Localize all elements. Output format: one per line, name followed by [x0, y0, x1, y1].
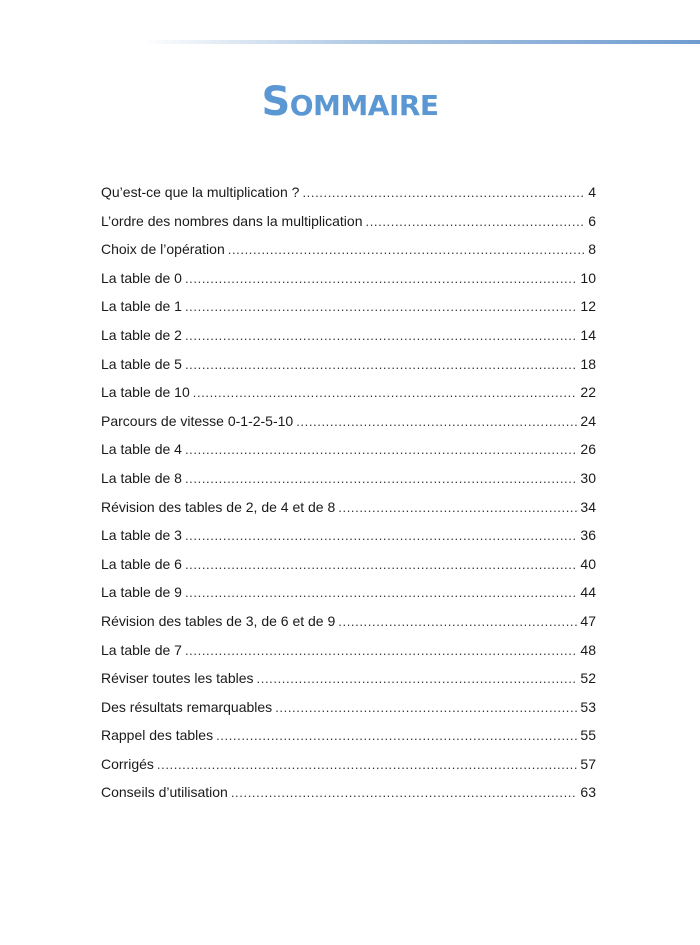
toc-dot-leader: [185, 293, 577, 322]
toc-dot-leader: [275, 694, 577, 723]
toc-entry[interactable]: [101, 378, 596, 407]
toc-entry[interactable]: [101, 550, 596, 579]
toc-entry-page-number: 53: [580, 698, 596, 715]
toc-entry-label: Conseils d’utilisation: [101, 784, 228, 801]
toc-entry-label: La table de 9: [101, 584, 182, 601]
toc-entry-page-number: 18: [580, 355, 596, 372]
toc-entry-label: Qu’est-ce que la multiplication ?: [101, 184, 300, 200]
toc-entry-label: La table de 5: [101, 355, 182, 372]
toc-dot-leader: [365, 208, 585, 237]
toc-entry-label: Révision des tables de 2, de 4 et de 8: [101, 498, 336, 515]
toc-entry[interactable]: [101, 750, 596, 779]
toc-entry-page-number: 26: [580, 441, 596, 458]
header-rule: [140, 40, 700, 44]
toc-entry-page-number: 63: [580, 784, 596, 801]
toc-dot-leader: [338, 494, 577, 523]
toc-entry-page-number: 24: [580, 412, 596, 429]
toc-entry-page-number: 57: [580, 755, 596, 772]
toc-dot-leader: [185, 465, 577, 494]
toc-entry-page-number: 48: [580, 641, 596, 658]
toc-entry[interactable]: [101, 321, 596, 350]
toc-dot-leader: [185, 436, 577, 465]
toc-dot-leader: [231, 779, 578, 808]
toc-entry-label: Rappel des tables: [101, 727, 214, 744]
toc-dot-leader: [338, 608, 577, 637]
toc-entry-page-number: 8: [588, 241, 596, 258]
toc-entry[interactable]: [101, 693, 596, 722]
toc-entry-page-number: 40: [580, 555, 596, 572]
toc-entry[interactable]: [101, 292, 596, 321]
table-of-contents: [101, 178, 596, 807]
toc-entry-label: La table de 1: [101, 298, 182, 315]
toc-entry[interactable]: [101, 407, 596, 436]
toc-entry-page-number: 47: [580, 612, 596, 629]
toc-dot-leader: [216, 722, 577, 751]
toc-dot-leader: [185, 579, 577, 608]
toc-dot-leader: [193, 379, 578, 408]
toc-entry-label: La table de 3: [101, 527, 182, 544]
toc-entry-label: Révision des tables de 3, de 6 et de 9: [101, 612, 336, 629]
toc-dot-leader: [257, 665, 578, 694]
toc-entry-page-number: 12: [580, 298, 596, 315]
toc-dot-leader: [228, 236, 585, 265]
toc-entry-page-number: 22: [580, 384, 596, 401]
toc-entry[interactable]: [101, 178, 596, 207]
toc-dot-leader: [185, 351, 577, 380]
toc-entry-page-number: 44: [580, 584, 596, 601]
toc-entry[interactable]: [101, 578, 596, 607]
toc-entry-page-number: 6: [588, 212, 596, 229]
toc-entry-page-number: 30: [580, 469, 596, 486]
toc-entry[interactable]: [101, 207, 596, 236]
toc-entry-page-number: 4: [588, 184, 596, 200]
toc-entry-label: La table de 10: [101, 384, 190, 401]
toc-entry-page-number: 36: [580, 527, 596, 544]
toc-dot-leader: [157, 751, 578, 780]
toc-dot-leader: [185, 637, 577, 666]
toc-entry-page-number: 52: [580, 670, 596, 687]
toc-entry[interactable]: [101, 664, 596, 693]
toc-entry[interactable]: [101, 493, 596, 522]
toc-entry[interactable]: [101, 464, 596, 493]
toc-entry-label: Choix de l’opération: [101, 241, 225, 258]
toc-entry[interactable]: [101, 521, 596, 550]
toc-entry-page-number: 34: [580, 498, 596, 515]
toc-entry-label: La table de 8: [101, 469, 182, 486]
toc-entry[interactable]: [101, 264, 596, 293]
toc-entry-label: La table de 0: [101, 269, 182, 286]
toc-entry-page-number: 55: [580, 727, 596, 744]
toc-dot-leader: [296, 408, 577, 437]
toc-dot-leader: [185, 551, 577, 580]
toc-entry[interactable]: [101, 235, 596, 264]
toc-entry[interactable]: [101, 350, 596, 379]
toc-entry[interactable]: [101, 636, 596, 665]
page-title: Sommaire: [261, 79, 439, 125]
toc-entry[interactable]: [101, 607, 596, 636]
toc-entry-page-number: 10: [580, 269, 596, 286]
toc-entry[interactable]: [101, 778, 596, 807]
toc-entry-label: La table de 7: [101, 641, 182, 658]
toc-entry-label: La table de 4: [101, 441, 182, 458]
toc-dot-leader: [185, 522, 577, 551]
toc-dot-leader: [185, 265, 577, 294]
toc-entry[interactable]: [101, 435, 596, 464]
toc-entry-label: Corrigés: [101, 755, 154, 772]
toc-dot-leader: [185, 322, 577, 351]
toc-entry-label: La table de 6: [101, 555, 182, 572]
toc-entry-label: L’ordre des nombres dans la multiplication: [101, 212, 363, 229]
toc-entry-label: La table de 2: [101, 326, 182, 343]
toc-entry-label: Parcours de vitesse 0-1-2-5-10: [101, 412, 294, 429]
toc-entry-label: Réviser toutes les tables: [101, 670, 254, 687]
toc-entry-label: Des résultats remarquables: [101, 698, 273, 715]
toc-entry[interactable]: [101, 721, 596, 750]
toc-entry-page-number: 14: [580, 326, 596, 343]
toc-dot-leader: [302, 179, 585, 208]
